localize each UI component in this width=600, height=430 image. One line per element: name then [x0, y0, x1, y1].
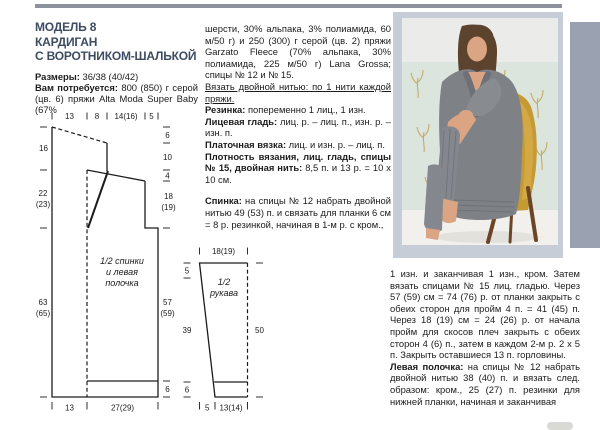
page-corner-mark — [547, 422, 573, 430]
paragraph-left-front: Левая полочка: на спицы № 12 набрать двойной нитью 38 (40) п. и вязать след. образом: кром., 25 (27) п. резинки для нижней планки, начиная и заканчивая — [390, 360, 581, 407]
sleeve-dim-top: 18(19) — [211, 247, 236, 256]
sleeve-dim-right-50: 50 — [255, 326, 264, 335]
body-dim-left-63: 63 — [38, 298, 48, 307]
page-edge-strip — [570, 22, 600, 248]
paragraph-yarn: шерсти, 30% альпака, 3% полиамида, 60 м/50 г) и 250 (300) г серой (цв. 2) пряжи Garzato Fleece (70% альпака, 30% полиамида, 225 м/50 г) Lana Grossa; спицы № 12 и № 15. — [205, 23, 391, 81]
model-photo — [402, 18, 558, 245]
page-title-line-3: С ВОРОТНИКОМ-ШАЛЬКОЙ — [35, 49, 197, 63]
model-foot-back — [426, 228, 440, 240]
paragraph-garter: Платочная вязка: лиц. и изн. р. – лиц. п. — [205, 138, 385, 150]
body-dim-right-18: 18 — [164, 192, 173, 201]
body-dim-left-23: (23) — [35, 200, 51, 209]
sleeve-dim-left-6: 6 — [184, 385, 190, 395]
body-dim-right-57: 57 — [163, 298, 172, 307]
body-dim-bottom-27-29: 27(29) — [110, 403, 135, 413]
body-dim-right-19: (19) — [161, 203, 176, 212]
page-title-line-2: КАРДИГАН — [35, 34, 98, 49]
paragraph-back: Спинка: на спицы № 12 набрать двойной нитью 49 (53) п. и связать для планки 6 см = 8 р. резинкой, начиная в 1-м р. с кром., — [205, 195, 391, 230]
body-piece-label-3: полочка — [105, 278, 139, 288]
body-piece-label-2: и левая — [106, 267, 138, 277]
body-dim-bottom-13: 13 — [65, 403, 74, 413]
right-column — [390, 268, 580, 407]
body-dim-top-14-16: 14(16) — [114, 112, 138, 121]
top-rule — [35, 4, 562, 8]
pattern-schematics — [35, 105, 270, 420]
needs-value: 800 (850) г серой (цв. 6) пряжи Alta Moda Super Baby (67% — [35, 81, 198, 116]
body-dim-right-10: 10 — [163, 153, 172, 162]
sleeve-piece-label-2: рукава — [210, 288, 238, 298]
body-dim-right-59: (59) — [160, 309, 175, 318]
paragraph-back-continued: 1 изн. и заканчивая 1 изн., кром. Затем вязать спицами № 15 лиц. гладью. Через 57 (59) см = 74 (76) р. от планки закрыть с обеих сторон для пройм 4 п. = 41 (45) п. Через 18 (19) см = 24 (26) р. от начала пройм для скосов плеч закрыть с обеих сторон 4 (6) п., затем в каждом 2-м р. 2 x 5 п. Закрыть оставшиеся 13 п. горловины. — [390, 268, 580, 361]
body-dim-left-16: 16 — [39, 144, 48, 153]
page-title-line-1: МОДЕЛЬ 8 — [35, 20, 97, 34]
paragraph-stockinette: Лицевая гладь: лиц. р. – лиц. п., изн. р. – изн. п. — [205, 115, 391, 139]
sleeve-dim-bottom-13-14: 13(14) — [219, 403, 243, 413]
paragraph-gauge: Плотность вязания, лиц. гладь, спицы № 15, двойная нить: 8,5 п. и 13 р. = 10 х 10 см. — [205, 150, 391, 185]
sizes-value: 36/38 (40/42) — [79, 70, 139, 82]
left-column — [35, 20, 198, 116]
sleeve-piece-label-1: 1/2 — [217, 277, 231, 287]
paragraph-double-strand: Вязать двойной нитью: по 1 нити каждой пряжи. — [205, 80, 391, 104]
body-right-ticks — [163, 127, 170, 397]
sleeve-piece-schematic — [183, 247, 265, 413]
body-dim-right-6: 6 — [165, 131, 170, 140]
needs-label: Вам потребуется: — [35, 81, 118, 93]
sleeve-dim-bottom-5: 5 — [204, 403, 210, 413]
body-collar-dashed-slope — [52, 127, 107, 143]
model-face — [467, 37, 487, 62]
body-piece-label-1: 1/2 спинки — [100, 256, 144, 266]
body-neck-slope — [88, 171, 108, 228]
sleeve-dim-left-5: 5 — [184, 266, 190, 276]
body-dim-top-8: 8 — [94, 112, 100, 121]
body-dim-left-65: (65) — [35, 309, 51, 318]
body-dim-right-4: 4 — [165, 171, 170, 181]
body-dim-top-13: 13 — [65, 112, 74, 121]
paragraph-rib: Резинка: попеременно 1 лиц., 1 изн. — [205, 104, 366, 116]
body-shoulder-line — [87, 170, 145, 181]
body-left-ticks — [40, 127, 47, 397]
body-piece-schematic — [36, 112, 176, 413]
sizes-label: Размеры: — [35, 70, 80, 82]
body-dim-right-6b: 6 — [165, 385, 170, 394]
sleeve-dim-left-39: 39 — [182, 326, 192, 335]
body-dim-left-22: 22 — [38, 189, 48, 198]
body-dim-top-5: 5 — [149, 112, 154, 121]
